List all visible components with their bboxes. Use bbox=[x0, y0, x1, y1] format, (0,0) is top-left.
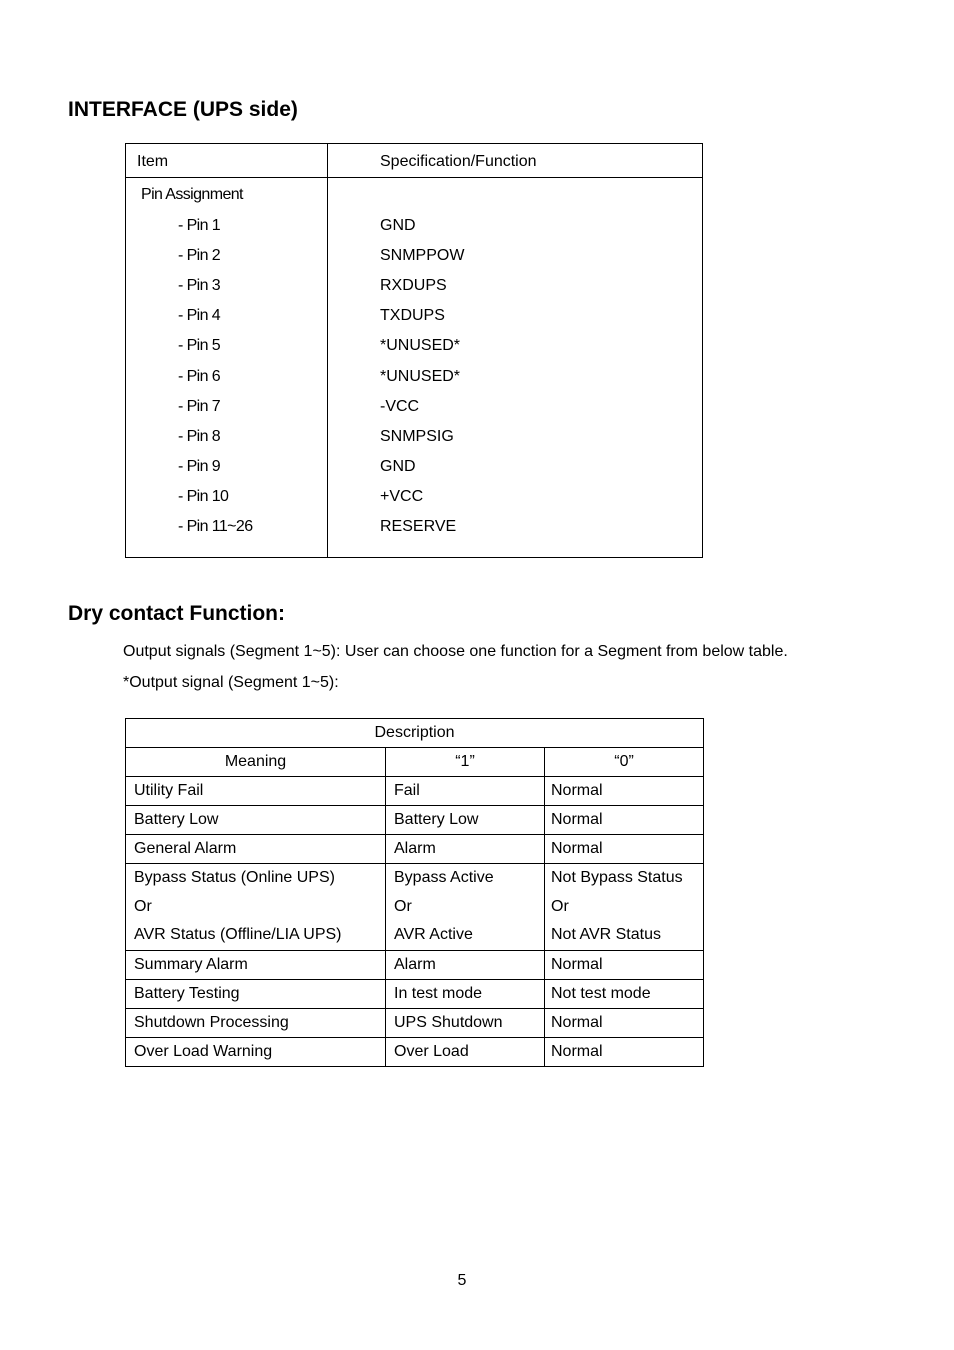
zero-cell-line: Or bbox=[551, 897, 569, 915]
pin-function: SNMPPOW bbox=[380, 247, 465, 265]
table-row bbox=[126, 950, 704, 979]
zero-cell: Normal bbox=[545, 950, 704, 979]
meaning-cell: Shutdown Processing bbox=[126, 1008, 386, 1037]
header-divider bbox=[126, 177, 702, 178]
pin-label: - Pin 10 bbox=[178, 487, 229, 505]
zero-cell: Normal bbox=[545, 1008, 704, 1037]
pin-function: +VCC bbox=[380, 487, 424, 505]
col-header-item: Item bbox=[137, 153, 169, 170]
interface-heading: INTERFACE (UPS side) bbox=[68, 98, 298, 121]
table-row bbox=[126, 864, 704, 951]
one-cell: Alarm bbox=[386, 950, 545, 979]
zero-cell: Normal bbox=[545, 1037, 704, 1066]
pin-function: SNMPSIG bbox=[380, 427, 454, 445]
meaning-cell-line: Or bbox=[134, 897, 152, 915]
pin-function: -VCC bbox=[380, 397, 420, 415]
pin-function: GND bbox=[380, 457, 416, 475]
interface-table bbox=[125, 143, 703, 558]
pin-function: GND bbox=[380, 217, 416, 234]
pin-label: - Pin 8 bbox=[178, 427, 221, 445]
one-cell-line: Or bbox=[394, 897, 412, 915]
pin-function: RESERVE bbox=[380, 518, 457, 535]
pin-assignment-label: Pin Assignment bbox=[141, 186, 243, 203]
meaning-cell bbox=[126, 864, 386, 951]
zero-cell-line: Not Bypass Status bbox=[551, 869, 683, 886]
one-cell: In test mode bbox=[386, 979, 545, 1008]
pin-label: - Pin 1 bbox=[178, 217, 221, 234]
meaning-cell: General Alarm bbox=[126, 835, 386, 864]
meaning-cell-line: Bypass Status (Online UPS) bbox=[134, 869, 335, 886]
pin-function: *UNUSED* bbox=[380, 337, 461, 355]
zero-cell-line: Not AVR Status bbox=[551, 926, 661, 943]
pin-function: RXDUPS bbox=[380, 277, 447, 295]
page-number: 5 bbox=[457, 1272, 467, 1289]
one-cell bbox=[386, 864, 545, 951]
table-row bbox=[126, 979, 704, 1008]
pin-function: *UNUSED* bbox=[380, 367, 461, 385]
one-cell: Over Load bbox=[386, 1037, 545, 1066]
table-row bbox=[126, 777, 704, 806]
table-row bbox=[126, 806, 704, 835]
zero-cell bbox=[545, 864, 704, 951]
one-cell: UPS Shutdown bbox=[386, 1008, 545, 1037]
meaning-cell: Battery Low bbox=[126, 806, 386, 835]
pin-label: - Pin 9 bbox=[178, 457, 221, 475]
output-signal-note: *Output signal (Segment 1~5): bbox=[123, 674, 339, 691]
col-header-spec: Specification/Function bbox=[380, 153, 537, 170]
table-row bbox=[126, 1037, 704, 1066]
table-row bbox=[126, 1008, 704, 1037]
pin-label: - Pin 4 bbox=[178, 307, 221, 325]
meaning-cell: Battery Testing bbox=[126, 979, 386, 1008]
description-header: Description bbox=[126, 719, 704, 748]
meaning-cell: Over Load Warning bbox=[126, 1037, 386, 1066]
meaning-cell: Utility Fail bbox=[126, 777, 386, 806]
meaning-cell-line: AVR Status (Offline/LIA UPS) bbox=[134, 926, 342, 943]
one-cell: Battery Low bbox=[386, 806, 545, 835]
pin-function: TXDUPS bbox=[380, 307, 445, 325]
zero-cell: Not test mode bbox=[545, 979, 704, 1008]
one-cell: Alarm bbox=[386, 835, 545, 864]
pin-label: - Pin 3 bbox=[178, 277, 221, 295]
meaning-cell: Summary Alarm bbox=[126, 950, 386, 979]
pin-label: - Pin 5 bbox=[178, 337, 221, 355]
one-cell: Fail bbox=[386, 777, 545, 806]
col-header-one: “1” bbox=[386, 748, 545, 777]
pin-label: - Pin 2 bbox=[178, 247, 221, 265]
column-divider bbox=[327, 144, 328, 557]
zero-cell: Normal bbox=[545, 806, 704, 835]
table-row bbox=[126, 835, 704, 864]
one-cell-line: Bypass Active bbox=[394, 869, 494, 886]
pin-label: - Pin 6 bbox=[178, 367, 221, 385]
output-signals-paragraph: Output signals (Segment 1~5): User can choose one function for a Segment from below table. bbox=[123, 643, 788, 660]
pin-label: - Pin 7 bbox=[178, 397, 221, 415]
zero-cell: Normal bbox=[545, 777, 704, 806]
one-cell-line: AVR Active bbox=[394, 926, 473, 943]
pin-label: - Pin 11~26 bbox=[178, 518, 253, 535]
zero-cell: Normal bbox=[545, 835, 704, 864]
dry-contact-table bbox=[125, 718, 704, 1067]
col-header-meaning: Meaning bbox=[126, 748, 386, 777]
col-header-zero: “0” bbox=[545, 748, 704, 777]
dry-contact-heading: Dry contact Function: bbox=[68, 602, 286, 625]
